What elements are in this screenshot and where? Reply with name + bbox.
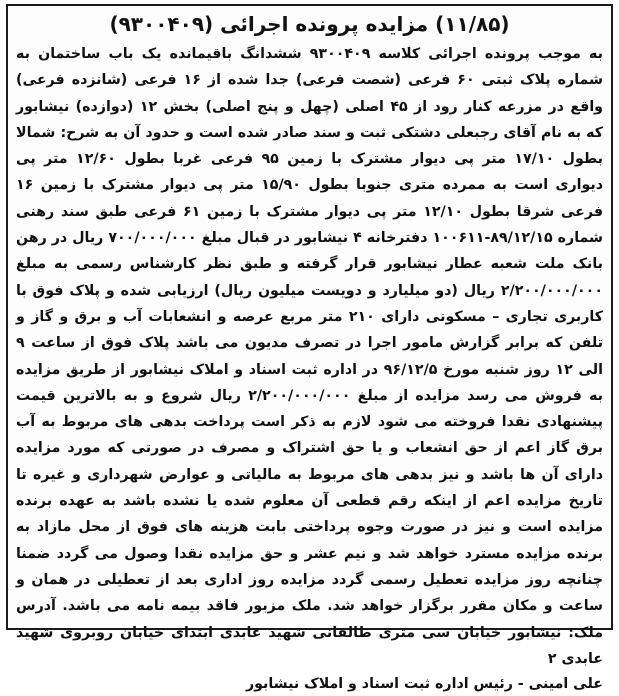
auction-notice: [6, 4, 613, 693]
notice-body: به موجب پرونده اجرائی کلاسه ۹۳۰۰۴۰۹ ششدانگ باقیمانده یک باب ساختمان به شماره پلاک ثبتی ۶۰ فرعی (شصت فرعی) جدا شده از ۱۶ فرعی (شانزده فرعی) واقع در مزرعه کنار رود از ۴۵ اصلی (چهل و پنج اصلی) بخش ۱۲ (دوازده) نیشابور که به نام آقای رجبعلی دشتکی ثبت و سند صادر شده است و حدود آن به شرح: شمالا بطول ۱۷/۱۰ متر پی دیوار مشترک با زمین ۹۵ فرعی غربا بطول ۱۲/۶۰ متر پی دیواری است به ممرده متری جنوبا بطول ۱۵/۹۰ متر پی دیوار مشترک با زمین ۱۶ فرعی شرقا بطول ۱۲/۱۰ متر پی دیوار مشترک با زمین ۶۱ فرعی طبق سند رهنی شماره ۸۹/۱۲/۱۵-۱۰۰۶۱۱ دفترخانه ۴ نیشابور در قبال مبلغ ۷۰۰/۰۰۰/۰۰۰ ریال در رهن بانک ملت شعبه عطار نیشابور قرار گرفته و طبق نظر کارشناس رسمی به مبلغ ۲/۲۰۰/۰۰۰/۰۰۰ ریال (دو میلیارد و دویست میلیون ریال) ارزیابی شده و پلاک فوق با کاربری تجاری – مسکونی دارای ۲۱۰ متر مربع عرصه و انشعابات آب و برق و گاز و تلفن که برابر گزارش مامور اجرا در تصرف مدیون می باشد پلاک فوق از ساعت ۹ الی ۱۲ روز شنبه مورخ ۹۶/۱۲/۵ در اداره ثبت اسناد و املاک نیشابور از طریق مزایده به فروش می رسد مزایده از مبلغ ۲/۲۰۰/۰۰۰/۰۰۰ ریال شروع و به بالاترین قیمت پیشنهادی نقدا فروخته می شود لازم به ذکر است پرداخت بدهی های مربوط به آب برق گاز اعم از حق انشعاب و یا حق اشتراک و مصرف در صورتی که مورد مزایده دارای آن ها باشد و نیز بدهی های مربوط به مالیاتی و عوارض شهرداری و غیره تا تاریخ مزایده اعم از اینکه رقم قطعی آن معلوم شده یا نشده باشد به عهده برنده مزایده است و نیز در صورت وجوه پرداختی بابت هزینه های فوق از محل مازاد به برنده مزایده مسترد خواهد شد و نیم عشر و حق مزایده نقدا وصول می گردد ضمنا چنانچه روز مزایده تعطیل رسمی گردد مزایده روز اداری بعد از تعطیلی در همان و ساعت و مکان مقرر برگزار خواهد شد. ملک مزبور فاقد بیمه نامه می باشد. آدرس ملک: نیشابور خیابان سی متری طالقانی شهید عابدی ابتدای خیابان روبروی شهید عابدی ۲: [16, 46, 604, 667]
notice-signature: علی امینی - رئیس اداره ثبت اسناد و املاک نیشابور: [245, 676, 603, 693]
notice-title: (۱۱/۸۵) مزایده پرونده اجرائی (۹۳۰۰۴۰۹): [109, 12, 510, 36]
